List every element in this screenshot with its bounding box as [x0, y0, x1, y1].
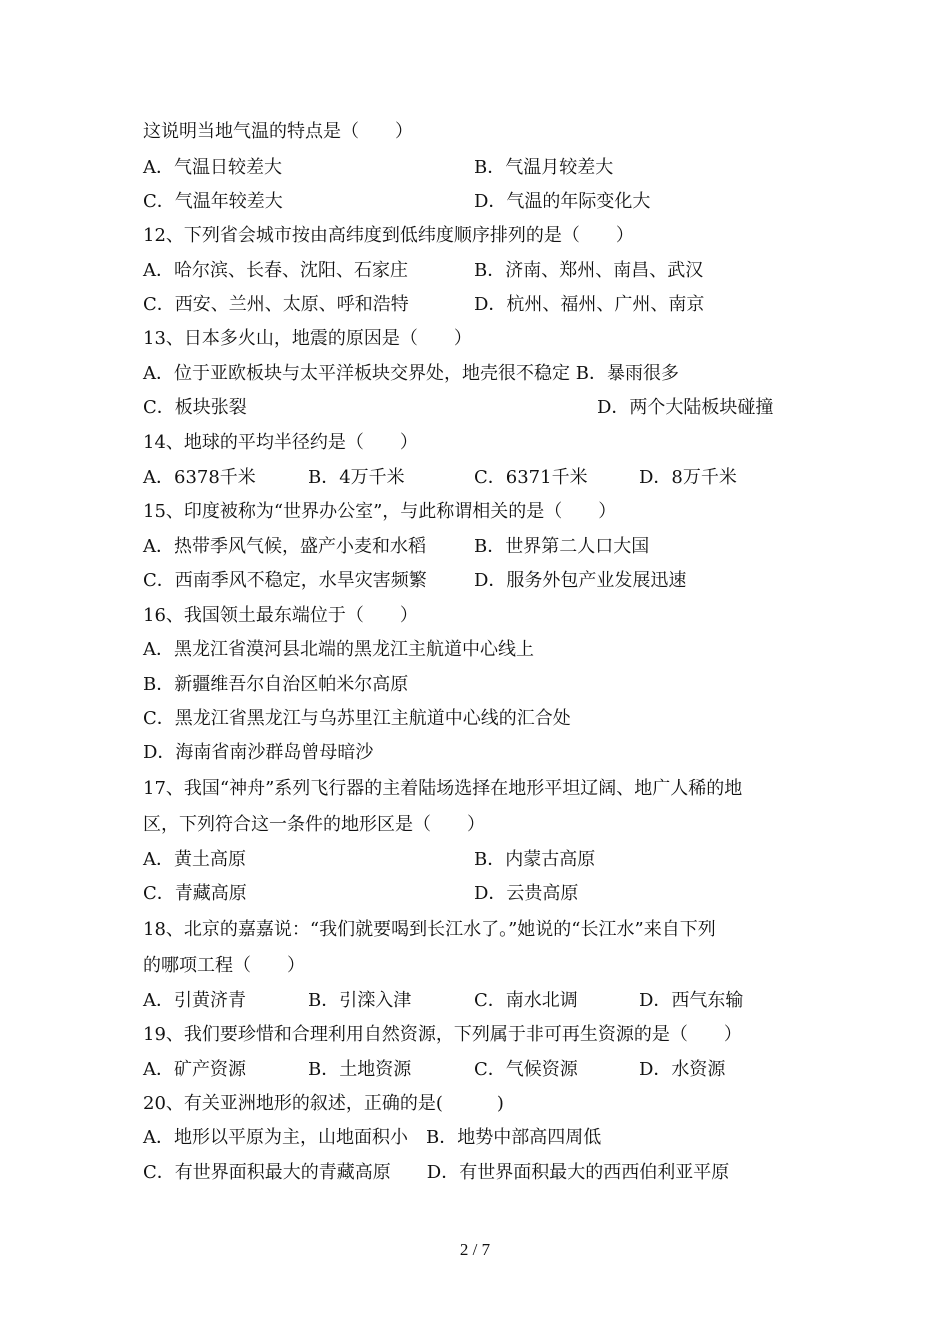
q15-option-b: B．世界第二人口大国 [474, 536, 650, 557]
page-number: 2 / 7 [459, 1240, 491, 1259]
q20-option-ab: A．地形以平原为主，山地面积小 B．地势中部高四周低 [143, 1127, 602, 1148]
q17-stem-line1: 17、我国“神舟”系列飞行器的主着陆场选择在地形平坦辽阔、地广人稀的地 [143, 778, 743, 799]
q15-stem: 15、印度被称为“世界办公室”，与此称谓相关的是（ ） [143, 501, 617, 522]
q14-stem: 14、地球的平均半径约是（ ） [143, 432, 418, 453]
q14-option-c: C．6371千米 [474, 467, 588, 488]
q17-option-b: B．内蒙古高原 [474, 849, 596, 870]
q16-option-b: B．新疆维吾尔自治区帕米尔高原 [143, 674, 409, 695]
q18-stem-line1: 18、北京的嘉嘉说：“我们就要喝到长江水了。”她说的“长江水”来自下列 [143, 919, 716, 940]
q12-option-d: D．杭州、福州、广州、南京 [474, 294, 705, 315]
q17-option-a: A．黄土高原 [143, 849, 246, 870]
q18-option-c: C．南水北调 [474, 990, 578, 1011]
q19-stem: 19、我们要珍惜和合理利用自然资源，下列属于非可再生资源的是（ ） [143, 1024, 742, 1045]
q17-option-c: C．青藏高原 [143, 883, 247, 904]
q14-option-d: D．8万千米 [639, 467, 737, 488]
q16-option-c: C．黑龙江省黑龙江与乌苏里江主航道中心线的汇合处 [143, 708, 571, 729]
q20-stem: 20、有关亚洲地形的叙述，正确的是( ) [143, 1093, 504, 1114]
q13-option-ab: A．位于亚欧板块与太平洋板块交界处，地壳很不稳定 B．暴雨很多 [143, 363, 679, 384]
q14-option-b: B．4万千米 [308, 467, 405, 488]
q19-option-c: C．气候资源 [474, 1059, 578, 1080]
q11-option-d: D．气温的年际变化大 [474, 191, 651, 212]
q16-stem: 16、我国领土最东端位于（ ） [143, 605, 418, 626]
q13-stem: 13、日本多火山，地震的原因是（ ） [143, 328, 472, 349]
q12-stem: 12、下列省会城市按由高纬度到低纬度顺序排列的是（ ） [143, 225, 634, 246]
question-11-stem-end: 这说明当地气温的特点是（ ） [143, 121, 413, 142]
q20-option-cd: C．有世界面积最大的青藏高原 D．有世界面积最大的西西伯利亚平原 [143, 1162, 730, 1183]
q18-option-b: B．引滦入津 [308, 990, 412, 1011]
q12-option-c: C．西安、兰州、太原、呼和浩特 [143, 294, 409, 315]
q17-stem-line2: 区，下列符合这一条件的地形区是（ ） [143, 814, 485, 835]
q13-option-d: D．两个大陆板块碰撞 [597, 397, 774, 418]
q15-option-d: D．服务外包产业发展迅速 [474, 570, 687, 591]
q12-option-b: B．济南、郑州、南昌、武汉 [474, 260, 704, 281]
q19-option-b: B．土地资源 [308, 1059, 412, 1080]
q18-option-d: D．西气东输 [639, 990, 744, 1011]
q11-option-c: C．气温年较差大 [143, 191, 283, 212]
q12-option-a: A．哈尔滨、长春、沈阳、石家庄 [143, 260, 408, 281]
q14-option-a: A．6378千米 [143, 467, 256, 488]
q15-option-a: A．热带季风气候，盛产小麦和水稻 [143, 536, 426, 557]
q15-option-c: C．西南季风不稳定，水旱灾害频繁 [143, 570, 427, 591]
q13-option-c: C．板块张裂 [143, 397, 247, 418]
q19-option-a: A．矿产资源 [143, 1059, 246, 1080]
q16-option-d: D．海南省南沙群岛曾母暗沙 [143, 742, 374, 763]
q11-option-a: A．气温日较差大 [143, 157, 282, 178]
q16-option-a: A．黑龙江省漠河县北端的黑龙江主航道中心线上 [143, 639, 534, 660]
q19-option-d: D．水资源 [639, 1059, 726, 1080]
q18-option-a: A．引黄济青 [143, 990, 246, 1011]
q11-option-b: B．气温月较差大 [474, 157, 614, 178]
q18-stem-line2: 的哪项工程（ ） [143, 955, 305, 976]
q17-option-d: D．云贵高原 [474, 883, 579, 904]
